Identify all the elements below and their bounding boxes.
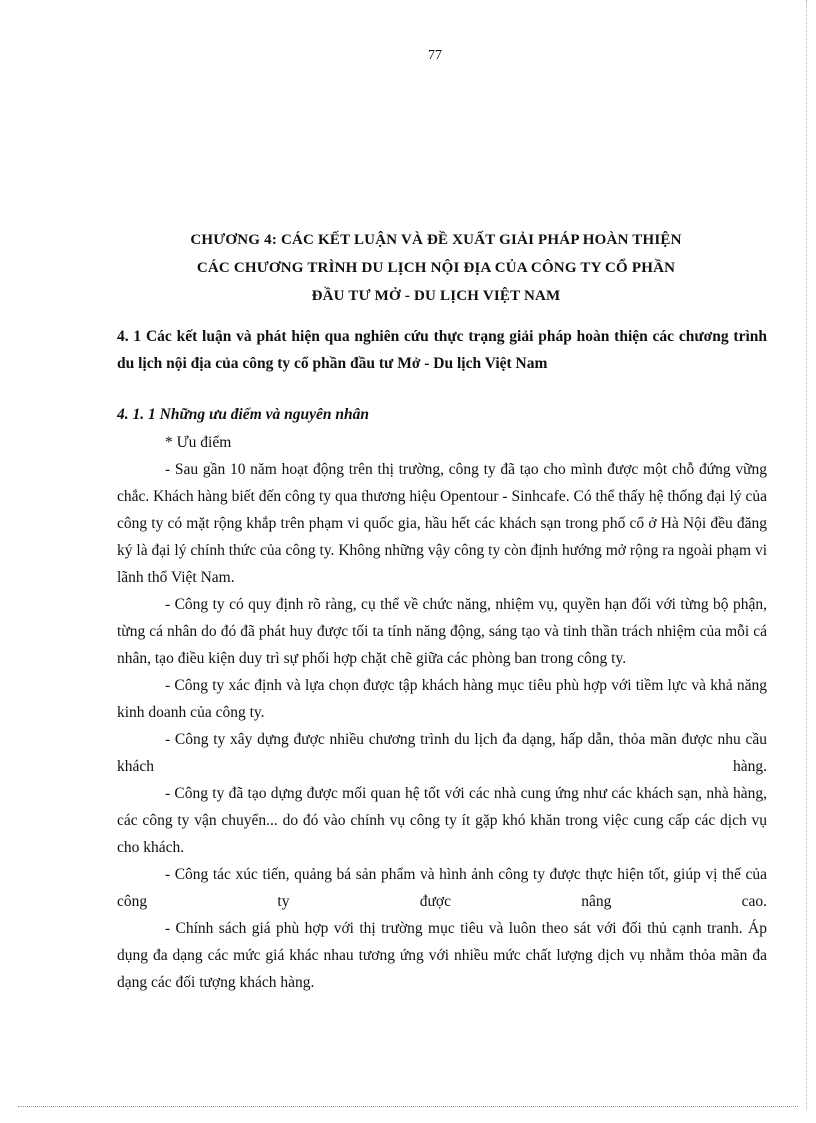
page-footer-rule xyxy=(18,1106,798,1107)
paragraph-5: - Công ty đã tạo dựng được mối quan hệ tốt với các nhà cung ứng như các khách sạn, nhà hàng, các công ty vận chuyển... do đó vào chính vụ công ty ít gặp khó khăn trong việc cung cấp các dịch vụ cho khách. xyxy=(117,785,767,856)
paragraph-7: - Chính sách giá phù hợp với thị trường mục tiêu và luôn theo sát với đối thủ cạnh tranh. Áp dụng đa dạng các mức giá khác nhau tương ứng với nhiều mức chất lượng dịch vụ nhằm thỏa mãn đa dạng các đối tượng khách hàng. xyxy=(117,920,767,991)
page-number: 77 xyxy=(428,48,442,63)
chapter-title-line-2: CÁC CHƯƠNG TRÌNH DU LỊCH NỘI ĐỊA CỦA CÔNG TY CỔ PHẦN xyxy=(196,260,676,276)
chapter-title-line-3: ĐẦU TƯ MỞ - DU LỊCH VIỆT NAM xyxy=(311,288,561,304)
paragraph-1: - Sau gần 10 năm hoạt động trên thị trường, công ty đã tạo cho mình được một chỗ đứng vững chắc. Khách hàng biết đến công ty qua thương hiệu Opentour - Sinhcafe. Có thể thấy hệ thống đại lý của công ty có mặt rộng khắp trên phạm vi quốc gia, hầu hết các khách sạn trong phố cổ ở Hà Nội đều đăng ký là đại lý chính thức của công ty. Không những vậy công ty còn định hướng mở rộng ra ngoài phạm vi lãnh thổ Việt Nam. xyxy=(117,461,767,586)
advantages-label: * Ưu điểm xyxy=(165,434,232,451)
sub-heading: 4. 1. 1 Những ưu điểm và nguyên nhân xyxy=(117,406,369,423)
paragraph-6: - Công tác xúc tiến, quảng bá sản phẩm và hình ảnh công ty được thực hiện tốt, giúp vị thế của công ty được nâng cao. xyxy=(117,866,767,910)
section-heading: 4. 1 Các kết luận và phát hiện qua nghiên cứu thực trạng giải pháp hoàn thiện các chương trình du lịch nội địa của công ty cổ phần đầu tư Mở - Du lịch Việt Nam xyxy=(117,328,767,372)
paragraph-4: - Công ty xây dựng được nhiều chương trình du lịch đa dạng, hấp dẫn, thỏa mãn được nhu cầu khách hàng. xyxy=(117,731,767,775)
page-margin-right-rule xyxy=(806,0,807,1110)
chapter-title xyxy=(120,226,752,310)
chapter-title-line-1: CHƯƠNG 4: CÁC KẾT LUẬN VÀ ĐỀ XUẤT GIẢI PHÁP HOÀN THIỆN xyxy=(190,232,682,248)
body-text xyxy=(117,429,767,996)
paragraph-2: - Công ty có quy định rõ ràng, cụ thể về chức năng, nhiệm vụ, quyền hạn đối với từng bộ phận, từng cá nhân do đó đã phát huy được tối ta tính năng động, sáng tạo và tinh thần trách nhiệm của mỗi cá nhân, tạo điều kiện duy trì sự phối hợp chặt chẽ giữa các phòng ban trong công ty. xyxy=(117,596,767,667)
paragraph-3: - Công ty xác định và lựa chọn được tập khách hàng mục tiêu phù hợp với tiềm lực và khả năng kinh doanh của công ty. xyxy=(117,677,767,721)
